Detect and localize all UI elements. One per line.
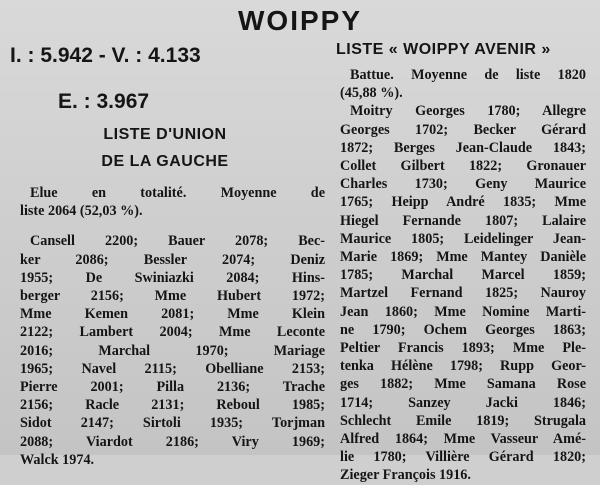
- left-candidate-line: Walck 1974.: [20, 451, 95, 468]
- right-candidate-line: Moitry Georges 1780; Allegre: [350, 103, 586, 120]
- left-candidate-line: 2088; Viardot 2186; Viry 1969;: [20, 433, 325, 450]
- right-candidate-line: ges 1882; Mme Samana Rose: [340, 376, 586, 393]
- right-candidate-line: Schlecht Emile 1819; Strugala: [340, 412, 586, 429]
- left-candidate-line: 2122; Lambert 2004; Mme Leconte: [20, 324, 325, 341]
- left-candidate-line: 1955; De Swiniazki 2084; Hins-: [20, 269, 325, 286]
- right-candidate-line: 1765; Heipp André 1835; Mme: [340, 194, 586, 211]
- right-candidate-line: 1785; Marchal Marcel 1859;: [340, 267, 586, 284]
- right-summary-line: (45,88 %).: [340, 85, 403, 102]
- page-title: WOIPPY: [237, 5, 362, 36]
- left-candidate-line: 2016; Marchal 1970; Mariage: [20, 342, 325, 359]
- right-candidate-line: Collet Gilbert 1822; Gronauer: [340, 158, 586, 175]
- right-candidate-line: ne 1790; Ochem Georges 1863;: [340, 321, 586, 338]
- right-candidate-line: tenka Hélène 1798; Rupp Geor-: [340, 358, 586, 375]
- right-candidate-line: Maurice 1805; Leidelinger Jean-: [340, 230, 586, 247]
- right-candidate-line: 1872; Berges Jean-Claude 1843;: [340, 139, 586, 156]
- left-candidate-line: Cansell 2200; Bauer 2078; Bec-: [30, 233, 325, 250]
- left-candidate-line: 2156; Racle 2131; Reboul 1985;: [20, 397, 325, 414]
- expressed-votes-stats: E. : 3.967: [58, 90, 150, 113]
- left-candidate-line: ker 2086; Bessler 2074; Deniz: [20, 251, 325, 268]
- right-candidate-line: Charles 1730; Geny Maurice: [340, 176, 586, 193]
- right-candidate-line: Zieger François 1916.: [340, 467, 471, 484]
- left-list-heading-line2: DE LA GAUCHE: [101, 153, 229, 170]
- right-candidate-line: Georges 1702; Becker Gérard: [340, 121, 586, 138]
- left-summary-line: Elue en totalité. Moyenne de: [30, 185, 325, 201]
- right-list-heading: LISTE « WOIPPY AVENIR »: [336, 41, 551, 58]
- right-candidate-line: Alfred 1864; Mme Vasseur Amé-: [340, 431, 586, 448]
- left-candidate-line: Pierre 2001; Pilla 2136; Trache: [20, 379, 325, 396]
- left-list-column: [20, 184, 325, 469]
- left-candidate-line: 1965; Navel 2115; Obelliane 2153;: [20, 360, 325, 377]
- right-candidate-line: lie 1780; Villière Gérard 1820;: [340, 449, 586, 466]
- right-candidate-line: Marie 1869; Mme Mantey Danièle: [340, 249, 586, 266]
- right-candidate-line: Martzel Fernand 1825; Nauroy: [340, 285, 586, 302]
- right-candidate-line: Peltier Francis 1893; Mme Ple-: [340, 340, 586, 357]
- left-candidate-line: Sidot 2147; Sirtoli 1935; Torjman: [20, 415, 325, 432]
- left-list-heading-line1: LISTE D'UNION: [103, 126, 227, 143]
- right-summary-line: Battue. Moyenne de liste 1820: [350, 67, 586, 83]
- right-candidate-line: Hiegel Fernande 1807; Lalaire: [340, 212, 586, 229]
- right-candidate-line: Jean 1860; Mme Nomine Marti-: [340, 303, 586, 320]
- left-candidate-line: Mme Kemen 2081; Mme Klein: [20, 306, 325, 323]
- right-list-column: [340, 66, 586, 485]
- right-candidate-line: 1714; Sanzey Jacki 1846;: [340, 394, 586, 411]
- left-candidate-line: berger 2156; Mme Hubert 1972;: [20, 288, 325, 305]
- left-summary-line: liste 2064 (52,03 %).: [20, 203, 143, 220]
- registered-voters-stats: I. : 5.942 - V. : 4.133: [10, 44, 201, 67]
